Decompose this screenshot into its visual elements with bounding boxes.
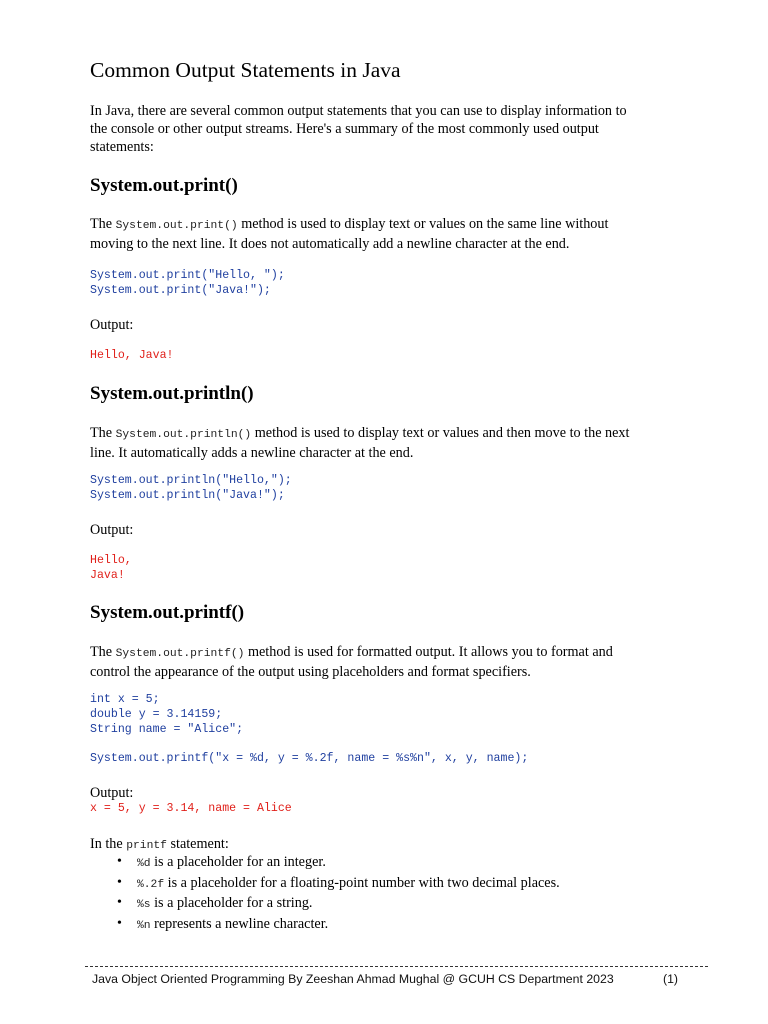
output-label: Output:: [90, 522, 134, 538]
code-line: System.out.println("Hello,");: [90, 474, 292, 487]
output-label: Output:: [90, 785, 134, 801]
inline-code: System.out.println(): [115, 429, 252, 441]
output-block: [90, 801, 292, 816]
inline-code: %s: [137, 899, 151, 911]
inline-code: System.out.printf(): [115, 648, 245, 660]
output-label: Output:: [90, 317, 134, 333]
description-line: moving to the next line. It does not automatically add a newline character at the end.: [90, 236, 570, 252]
footer-text: Java Object Oriented Programming By Zeeshan Ahmad Mughal @ GCUH CS Department 2023: [92, 972, 614, 986]
list-item: • %n represents a newline character.: [137, 915, 560, 936]
code-line: System.out.println("Java!");: [90, 489, 285, 502]
code-line: System.out.print("Hello, ");: [90, 269, 285, 282]
section-description: [90, 643, 613, 681]
page-number: (1): [663, 972, 679, 986]
intro-line: statements:: [90, 139, 154, 155]
description-line: The System.out.printf() method is used for formatted output. It allows you to format and: [90, 644, 613, 660]
list-item: • %d is a placeholder for an integer.: [137, 853, 560, 874]
inline-code: %n: [137, 919, 151, 932]
specifier-list: [90, 853, 560, 935]
output-line: x = 5, y = 3.14, name = Alice: [90, 802, 292, 815]
section-description: [90, 215, 608, 253]
output-line: Hello,: [90, 554, 132, 567]
printf-note: In the printf statement:: [90, 836, 229, 852]
output-line: Java!: [90, 569, 125, 582]
section-description: [90, 424, 629, 462]
code-line-printf: System.out.printf("x = %d, y = %.2f, name = %s%n", x, y, name);: [90, 752, 529, 765]
footer-divider: [85, 966, 708, 967]
output-block: [90, 553, 132, 583]
inline-code: %.2f: [137, 878, 165, 891]
section-heading-print: System.out.print(): [90, 175, 238, 196]
code-line: int x = 5;: [90, 693, 160, 706]
description-line: line. It automatically adds a newline character at the end.: [90, 445, 414, 461]
inline-code: %d: [137, 858, 151, 870]
inline-code: printf: [126, 840, 167, 852]
list-item: • %.2f is a placeholder for a floating-point number with two decimal places.: [137, 874, 560, 895]
code-line: String name = "Alice";: [90, 723, 244, 736]
intro-line: the console or other output streams. Here's a summary of the most commonly used output: [90, 121, 599, 137]
section-heading-printf: System.out.printf(): [90, 602, 245, 623]
code-block: [90, 692, 243, 737]
code-block: [90, 268, 285, 298]
code-block: [90, 473, 292, 503]
code-line: double y = 3.14159;: [90, 708, 223, 721]
list-item: • %s is a placeholder for a string.: [137, 894, 560, 915]
output-line: Hello, Java!: [90, 349, 174, 362]
description-line: The System.out.print() method is used to display text or values on the same line without: [90, 216, 609, 232]
code-line: System.out.print("Java!");: [90, 284, 271, 297]
description-line: The System.out.println() method is used to display text or values and then move to the next: [90, 425, 630, 441]
description-line: control the appearance of the output using placeholders and format specifiers.: [90, 664, 531, 680]
section-heading-println: System.out.println(): [90, 383, 254, 404]
output-block: [90, 348, 174, 363]
page-title: Common Output Statements in Java: [90, 58, 401, 82]
footer: [92, 972, 680, 986]
inline-code: System.out.print(): [115, 220, 238, 232]
intro-line: In Java, there are several common output statements that you can use to display information to: [90, 103, 627, 119]
intro-paragraph: [90, 102, 627, 156]
